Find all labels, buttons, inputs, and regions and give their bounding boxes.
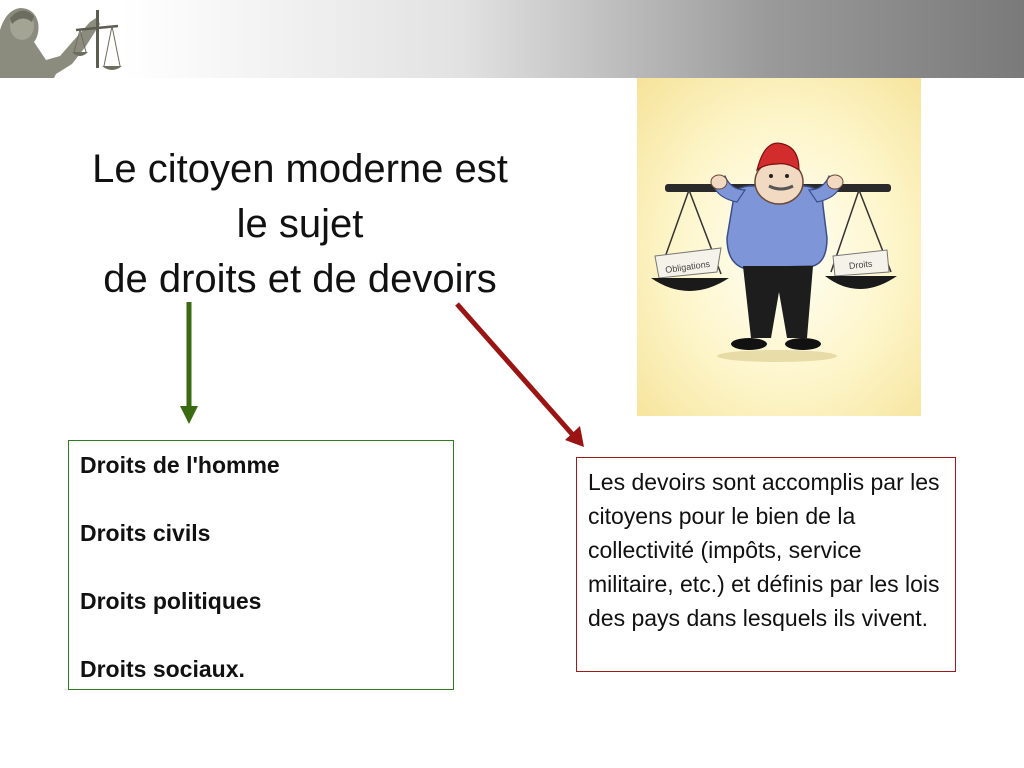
red-diagonal-arrow xyxy=(457,304,584,447)
title-line: Le citoyen moderne est xyxy=(92,147,508,191)
svg-text:Obligations: Obligations xyxy=(664,258,711,276)
duties-text: Les devoirs sont accomplis par les citoyens pour le bien de la collectivité (impôts, service militaire, etc.) et définis par les lois des pays dans lesquels ils vivent. xyxy=(588,469,940,631)
rights-item: Droits sociaux. xyxy=(80,656,245,682)
citizen-balance-illustration xyxy=(637,78,921,416)
obligations-scale-pan xyxy=(651,190,729,291)
rights-item: Droits civils xyxy=(80,520,211,546)
duties-box xyxy=(576,457,956,672)
rights-item: Droits politiques xyxy=(80,588,262,614)
droits-scale-pan xyxy=(825,190,897,289)
green-down-arrow xyxy=(180,302,198,424)
rights-item: Droits de l'homme xyxy=(80,452,280,478)
title-line: le sujet xyxy=(236,202,364,246)
slide-title xyxy=(40,142,560,307)
header-band xyxy=(0,0,1024,78)
citizen-trousers xyxy=(743,266,813,338)
svg-text:Droits: Droits xyxy=(848,258,873,272)
rights-box xyxy=(68,440,454,690)
lady-justice-icon xyxy=(0,0,125,78)
title-line: de droits et de devoirs xyxy=(103,257,497,301)
